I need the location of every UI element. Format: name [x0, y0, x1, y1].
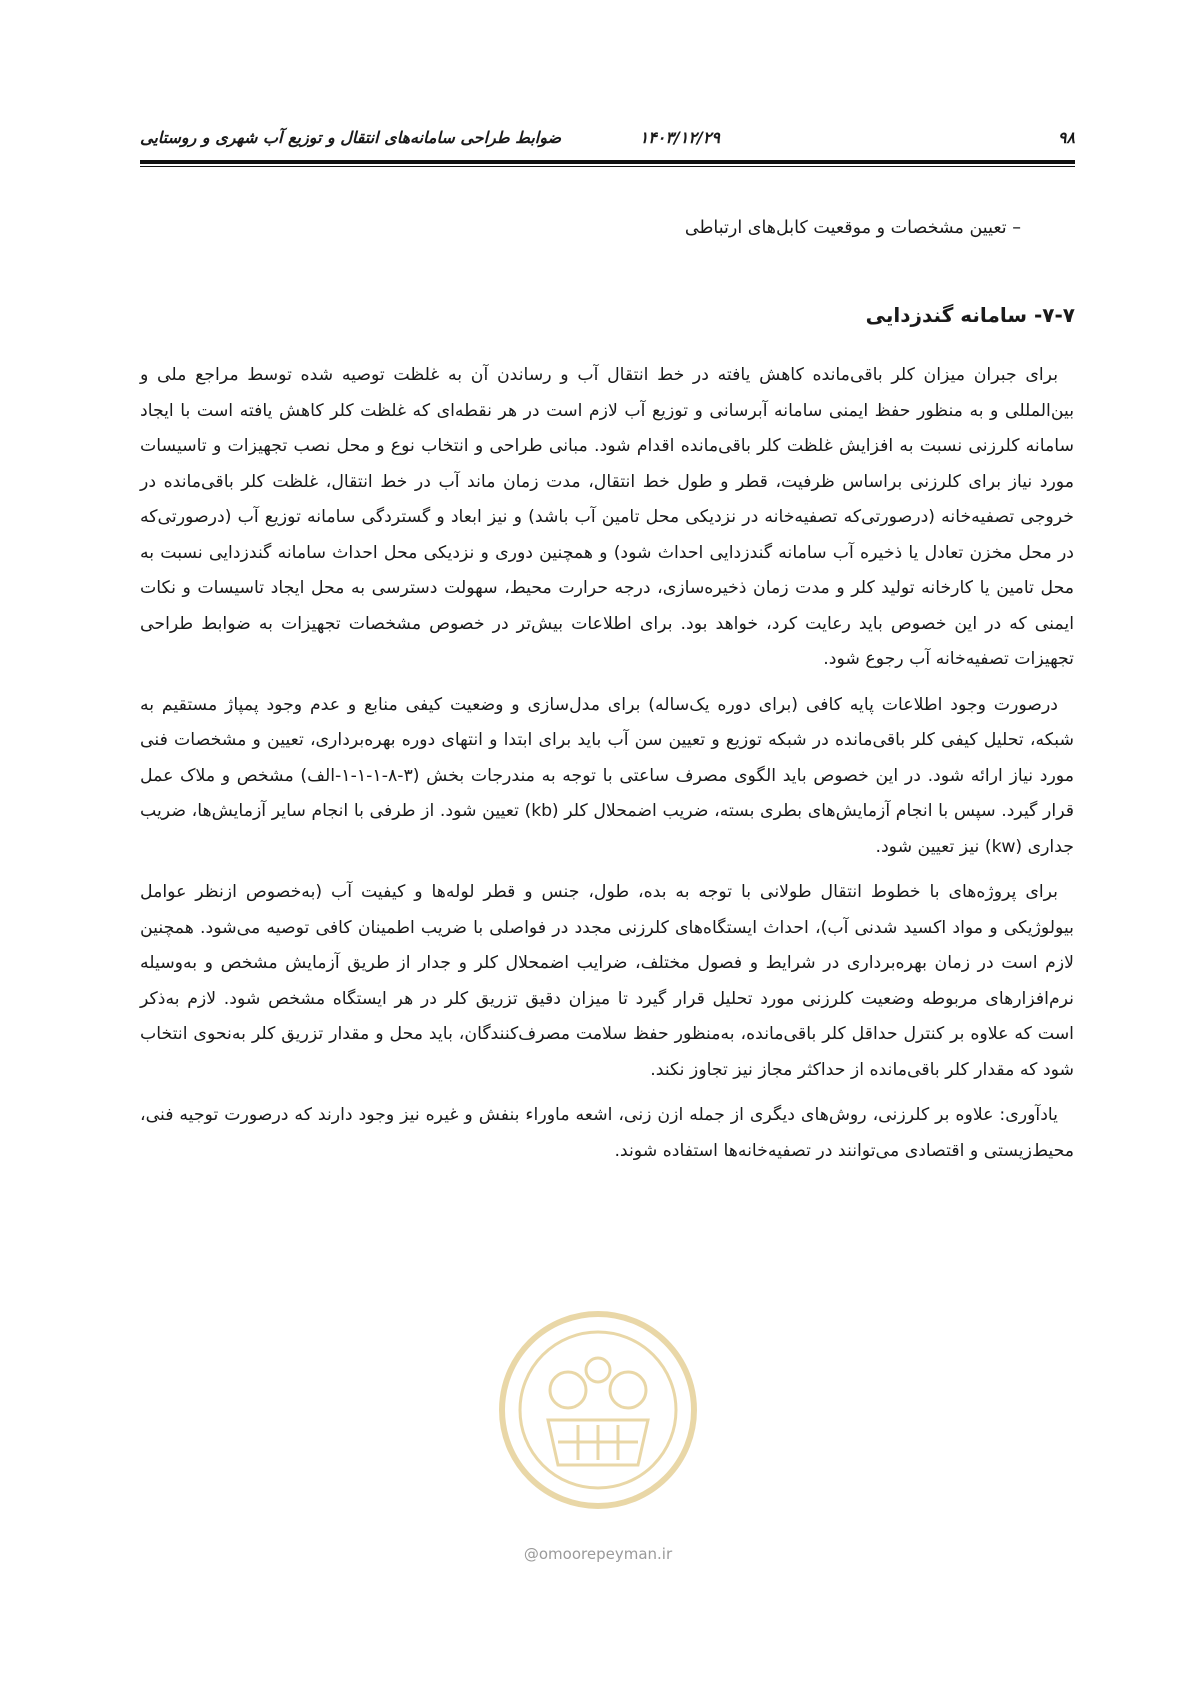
- body-text: [140, 358, 1074, 1179]
- header-date: ۱۴۰۳/۱۲/۲۹: [639, 128, 720, 147]
- paragraph: درصورت وجود اطلاعات پایه کافی (برای دوره یک‌ساله) برای مدل‌سازی و وضعیت کیفی منابع و عدم وجود پمپاژ مستقیم به شبکه، تحلیل کیفی کلر باقی‌مانده در شبکه توزیع و تعیین سن آب باید برای ابتدا و انتهای دوره بهره‌برداری، تعیین و مشخصات فنی مورد نیاز ارائه شود. در این خصوص باید الگوی مصرف ساعتی با توجه به مندرجات بخش (۳-۸-۱-۱-۱-الف) مشخص و ملاک عمل قرار گیرد. سپس با انجام آزمایش‌های بطری بسته، ضریب اضمحلال کلر (kb) تعیین شود. از طرفی با انجام سایر آزمایش‌ها، ضریب جداری (kw) نیز تعیین شود.: [140, 694, 1074, 857]
- bullet-item: – تعیین مشخصات و موقعیت کابل‌های ارتباطی: [684, 218, 1021, 238]
- page-header: [140, 128, 1075, 158]
- paragraph: برای پروژه‌های با خطوط انتقال طولانی با توجه به بده، طول، جنس و قطر لوله‌ها و کیفیت آب (به‌خصوص ازنظر عوامل بیولوژیکی و مواد اکسید شدنی آب)، احداث ایستگاه‌های کلرزنی مجدد در فواصلی با ضریب اطمینان کافی توصیه می‌شود. همچنین لازم است در زمان بهره‌برداری در شرایط و فصول مختلف، ضرایب اضمحلال کلر و جدار از طریق آزمایش مشخص و به‌وسیله نرم‌افزارهای مربوطه وضعیت کلرزنی مورد تحلیل قرار گیرد تا میزان دقیق تزریق کلر در هر ایستگاه مشخص شود. لازم به‌ذکر است که علاوه بر کنترل حداقل کلر باقی‌مانده، به‌منظور حفظ سلامت مصرف‌کنندگان، باید محل و مقدار تزریق کلر به‌نحوی انتخاب شود که مقدار کلر باقی‌مانده از حداکثر مجاز نیز تجاوز نکند.: [140, 882, 1074, 1080]
- header-rule-thick: [140, 160, 1075, 164]
- paragraph: یادآوری: علاوه بر کلرزنی، روش‌های دیگری از جمله ازن زنی، اشعه ماوراء بنفش و غیره نیز وجود دارند که درصورت توجیه فنی، محیط‌زیستی و اقتصادی می‌توانند در تصفیه‌خانه‌ها استفاده شوند.: [140, 1105, 1074, 1161]
- page-number: ۹۸: [1057, 128, 1075, 147]
- watermark-seal-icon: [488, 1300, 708, 1520]
- header-title: ضوابط طراحی سامانه‌های انتقال و توزیع آب شهری و روستایی: [140, 128, 562, 147]
- watermark-url: @omoorepeyman.ir: [523, 1545, 673, 1563]
- section-title: ۷-۷- سامانه گندزدایی: [865, 303, 1075, 327]
- header-rule-thin: [140, 166, 1075, 167]
- paragraph: برای جبران میزان کلر باقی‌مانده کاهش یافته در خط انتقال آب و رساندن آن به غلظت توصیه شده توسط مراجع ملی و بین‌المللی و به منظور حفظ ایمنی سامانه آبرسانی و توزیع آب لازم است در هر نقطه‌ای که غلظت کلر کاهش یافته است با ایجاد سامانه کلرزنی نسبت به افزایش غلظت کلر باقی‌مانده اقدام شود. مبانی طراحی و انتخاب نوع و محل نصب تجهیزات و تاسیسات مورد نیاز برای کلرزنی براساس ظرفیت، قطر و طول خط انتقال، مدت زمان ماند آب در خط انتقال، غلظت کلر باقی‌مانده در خروجی تصفیه‌خانه (درصورتی‌که تصفیه‌خانه در نزدیکی محل تامین آب باشد) و نیز ابعاد و گستردگی سامانه توزیع آب (درصورتی‌که در محل مخزن تعادل یا ذخیره آب سامانه گندزدایی احداث شود) و همچنین دوری و نزدیکی محل احداث سامانه گندزدایی نسبت به محل تامین یا کارخانه تولید کلر و مدت زمان ذخیره‌سازی، درجه حرارت محیط، سهولت دسترسی به محل ایجاد تاسیسات و نکات ایمنی که در این خصوص باید رعایت کرد، خواهد بود. برای اطلاعات بیش‌تر در خصوص مشخصات تجهیزات به ضوابط طراحی تجهیزات تصفیه‌خانه آب رجوع شود.: [140, 365, 1074, 669]
